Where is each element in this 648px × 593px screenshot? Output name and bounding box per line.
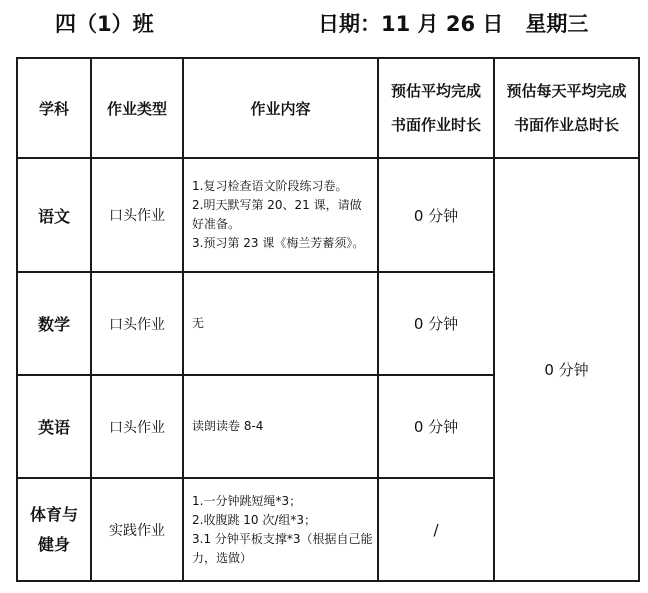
homework-table [16,57,640,582]
content-line: 3.预习第 23 课《梅兰芳蓄须》。 [192,236,365,250]
header-avg-time [378,58,494,158]
total-time-cell: 0 分钟 [494,158,639,581]
subject-line2: 健身 [37,534,70,554]
content-line: 2.明天默写第 20、21 课，请做好准备。 [192,198,362,231]
content-line: 1.一分钟跳短绳*3； [192,493,302,508]
content-cell [183,158,378,272]
header-total-time-line1: 预估每天平均完成 [506,82,627,100]
subject-cell: 数学 [17,272,91,375]
header-total-time [494,58,639,158]
date-text: 日期：11 月 26 日 [318,12,504,36]
type-cell: 口头作业 [91,272,183,375]
header-content: 作业内容 [183,58,378,158]
avg-time-cell: 0 分钟 [378,272,494,375]
subject-cell: 语文 [17,158,91,272]
content-cell [183,478,378,581]
content-line: 读朗读卷 8-4 [192,419,264,433]
subject-cell [17,478,91,581]
avg-time-cell: 0 分钟 [378,375,494,478]
class-title: 四（1）班 [55,12,154,36]
header-type: 作业类型 [91,58,183,158]
header-avg-time-line1: 预估平均完成 [390,82,481,100]
weekday-text: 星期三 [525,12,589,36]
header-avg-time-line2: 书面作业时长 [390,116,481,134]
content-cell [183,272,378,375]
type-cell: 实践作业 [91,478,183,581]
subject-cell: 英语 [17,375,91,478]
header-subject: 学科 [17,58,91,158]
content-line: 3.1 分钟平板支撑*3（根据自己能力，选做） [192,531,373,565]
avg-time-cell: / [378,478,494,581]
date-header [318,10,588,38]
content-cell [183,375,378,478]
content-line: 2.收腹跳 10 次/组*3； [192,512,317,527]
type-cell: 口头作业 [91,158,183,272]
subject-line1: 体育与 [29,504,78,524]
type-cell: 口头作业 [91,375,183,478]
header-total-time-line2: 书面作业总时长 [513,116,619,134]
avg-time-cell: 0 分钟 [378,158,494,272]
content-line: 1.复习检查语文阶段练习卷。 [192,179,348,193]
table-row [17,158,639,272]
header-row [17,58,639,158]
content-line: 无 [192,316,205,330]
